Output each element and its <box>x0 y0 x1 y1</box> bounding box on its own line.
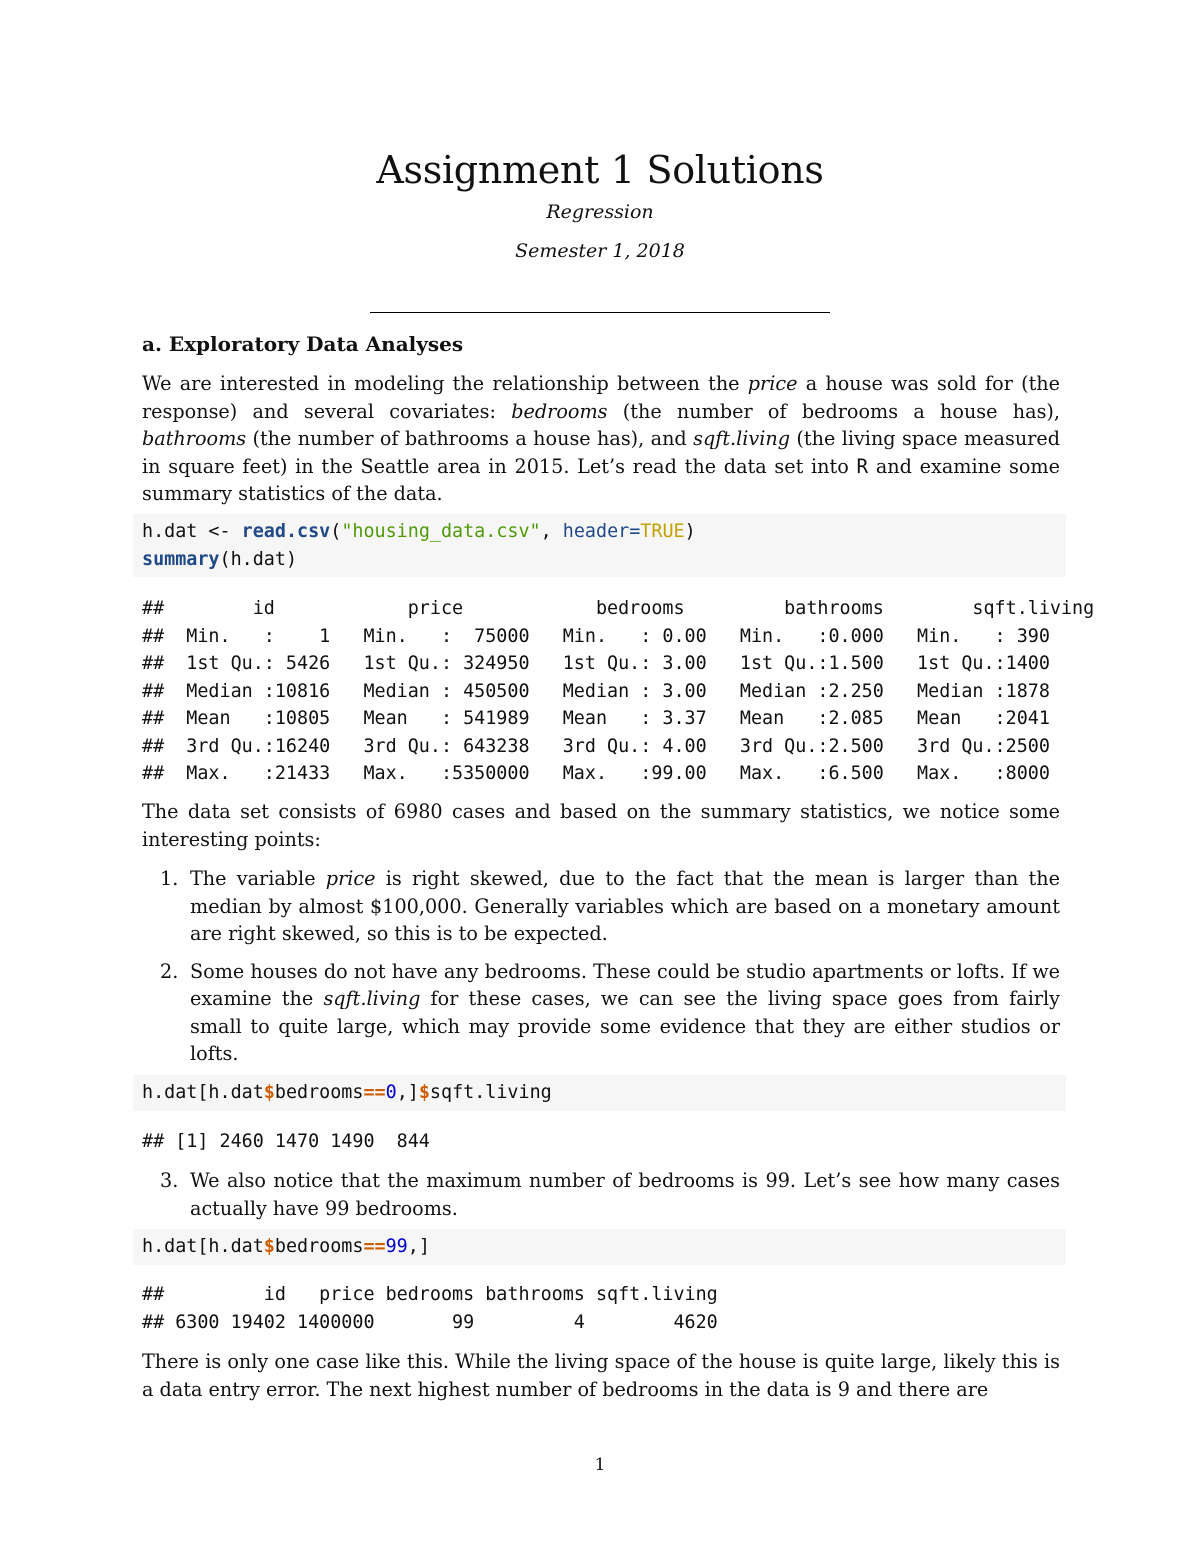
title-divider <box>370 312 830 313</box>
page-date: Semester 1, 2018 <box>515 240 685 262</box>
summary-output-line: ## id price bedrooms bathrooms sqft.living <box>142 598 1095 619</box>
intro-paragraph: We are interested in modeling the relationship between the price a house was sold for (the response) and several covariates: bedrooms (the number of bedrooms a house has), bathrooms (the number of bathrooms a house has), and sqft.living (the living space measured in square feet) in the Seattle area in 2015. Let’s read the data set into R and examine some summary statistics of the data. <box>142 372 1061 505</box>
summary-paragraph: The data set consists of 6980 cases and based on the summary statistics, we notice some interesting points: <box>142 800 1060 851</box>
code-block-99-bedrooms: h.dat[h.dat$bedrooms==99,] <box>133 1229 1066 1265</box>
section-heading: a. Exploratory Data Analyses <box>142 332 464 356</box>
findings-list-continued <box>142 1167 1060 1222</box>
bedrooms-99-output-line: ## 6300 19402 1400000 99 4 4620 <box>142 1311 718 1333</box>
page-subtitle: Regression <box>546 201 654 223</box>
summary-output-line: ## Min. : 1 Min. : 75000 Min. : 0.00 Min. :0.000 Min. : 390 <box>142 625 1050 647</box>
summary-output-line: ## Median :10816 Median : 450500 Median : 3.00 Median :2.250 Median :1878 <box>142 680 1050 702</box>
code-block-zero-bedrooms: h.dat[h.dat$bedrooms==0,]$sqft.living <box>133 1075 1066 1111</box>
closing-paragraph: There is only one case like this. While the living space of the house is quite large, likely this is a data entry error. The next highest number of bedrooms in the data is 9 and there are <box>142 1350 1060 1401</box>
summary-output-line: ## 1st Qu.: 5426 1st Qu.: 324950 1st Qu.: 3.00 1st Qu.:1.500 1st Qu.:1400 <box>142 653 1050 674</box>
summary-output-line: ## Max. :21433 Max. :5350000 Max. :99.00 Max. :6.500 Max. :8000 <box>142 763 1050 784</box>
summary-output-line: ## 3rd Qu.:16240 3rd Qu.: 643238 3rd Qu.: 4.00 3rd Qu.:2.500 3rd Qu.:2500 <box>142 735 1050 757</box>
zero-bedrooms-output: ## [1] 2460 1470 1490 844 <box>142 1131 430 1152</box>
list-item-1: 1. The variable price is right skewed, due to the fact that the mean is larger than the median by almost $100,000. Generally variables which are based on a monetary amount are right skewed, so this is to be expected. <box>160 867 1060 945</box>
page-title: Assignment 1 Solutions <box>376 148 824 192</box>
99-bedrooms-output <box>142 1281 718 1336</box>
bedrooms-99-output-line: ## id price bedrooms bathrooms sqft.living <box>142 1284 718 1305</box>
code-block-read-csv: h.dat <- read.csv("housing_data.csv", header=TRUE) summary(h.dat) <box>133 514 1066 577</box>
list-item-3: 3. We also notice that the maximum number of bedrooms is 99. Let’s see how many cases actually have 99 bedrooms. <box>160 1169 1060 1220</box>
summary-output <box>142 595 1094 788</box>
findings-list <box>142 865 1060 1068</box>
list-item-2: 2. Some houses do not have any bedrooms. These could be studio apartments or lofts. If we examine the sqft.living for these cases, we can see the living space goes from fairly small to quite large, which may provide some evidence that they are either studios or lofts. <box>160 959 1061 1065</box>
summary-output-line: ## Mean :10805 Mean : 541989 Mean : 3.37 Mean :2.085 Mean :2041 <box>142 708 1050 729</box>
page-number: 1 <box>594 1455 606 1475</box>
